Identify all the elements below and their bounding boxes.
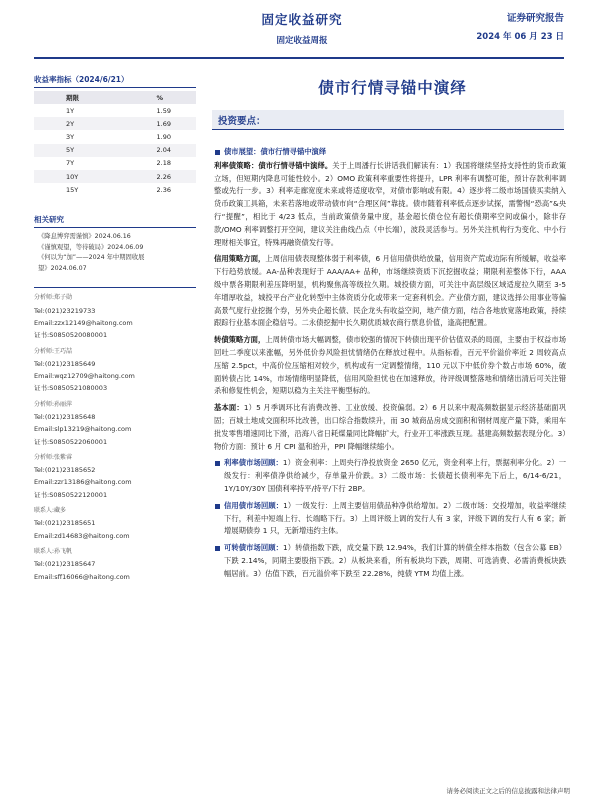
bullet-body: 1）资金利率：上周央行净投放资金 2650 亿元，资金利率上行，票据利率分化。2）一级发行：利率债净供给减少，存单量升价跌。3）二级市场：长债超长债利率先下后上，6/14-6/21，1Y/10Y/30Y 国债利率持平/持平/下行 2BP。 [224,458,566,493]
analyst-block [34,452,196,501]
bullet-lead: 利率债市场回顾： [224,458,283,468]
yield-header-row [34,91,196,104]
analyst-block [34,292,196,341]
analyst-cert: 证书:S0850521080003 [34,384,108,393]
yield-term: 10Y [34,170,157,183]
related-title: 相关研究 [34,214,196,228]
analyst-title [34,286,196,288]
paragraph-convertible [214,334,566,398]
yield-term: 5Y [34,144,157,157]
related-item[interactable]: 望》2024.06.07 [38,264,87,272]
yield-row [34,104,196,117]
key-points-label: 投资要点： [218,116,266,127]
bullet-credit-review [214,500,566,538]
contact-name: 联系人:藏多 [34,507,67,515]
yield-row [34,170,196,183]
sidebar [34,74,196,583]
analyst-cert: 证书:S0850520080001 [34,331,108,340]
paragraph-lead: 信用策略方面， [214,254,266,264]
analyst-email[interactable]: Email:zzx12149@haitong.com [34,318,133,327]
yield-row [34,183,196,196]
yield-value: 2.04 [157,144,196,157]
page-header [0,0,600,62]
yield-header-value: % [157,91,196,104]
analyst-cert: 证书:S0850522120001 [34,490,108,499]
analyst-name: 分析师:王巧喆 [34,347,73,355]
paragraph-body: 1）5 月季调环比有消费改善、工业放缓、投资偏弱。2）6 月以来中观高频数据显示经济基础面巩固；百城土地成交面积环比改善，出口综合指数续升，而 30 城商品房成交面积和钢材周度产量下降，乘用车批发零售增速同比下滑，沿海八省日耗煤量同比降幅扩大，行业开工率涨跌互现。基建高频数据表现分化。3）物价方面：预计 6 月 CPI 温和抬升，PPI 降幅继续缩小。 [214,403,567,451]
bullet-lead: 可转债市场回顾： [224,543,283,553]
yield-row [34,117,196,130]
main-content [214,146,566,585]
yield-term: 15Y [66,185,79,194]
analyst-name: 分析师:孙丽萍 [34,400,73,408]
yield-value: 2.36 [156,185,172,194]
paragraph-body: 关于上周潘行长讲话我们解读有：1）我国将继续坚持支持性的货币政策立场，但短期内降息可能性较小。2）OMO 政策利率重要性将提升，LPR 利率有调整可能，预计存款利率调整或先行一步。3）利率走廊宽度未来或将适度收窄，对债市影响或有限。4）逐步将二级市场国债买卖纳入货币政策工具箱，未来若落地或带动债市向“合理区间”靠拢。债市随着利率低点逐步试探，需警惕“恐高”&央行“提醒”，相比于 4/23 低点，当前政策债务量中度，基金超长债仓位有超长债期率空间或偏小，除非存款/OMO 利率调整打开空间，建议关注曲线凸点（中长端），波段灵活参与。另外关注机构行为变化、中小行理财相关事宜，特殊再融资债发行等。 [214,160,566,247]
bullet-body: 1）一级发行：上周主要信用债品种净供给增加。2）二级市场：交投增加，收益率继续下行，利差中短端上行、长端略下行。3）上周评级上调的发行人有 3 家，评级下调的发行人有 6 家；新增展期债券 1 只，无新增违约主体。 [224,500,566,536]
analyst-block [34,346,196,395]
analyst-email[interactable]: Email:zzr13186@haitong.com [34,478,132,487]
report-type: 证券研究报告 [506,13,564,24]
analyst-tel: Tel:(021)23185652 [34,466,96,475]
header-right [476,10,564,42]
analyst-block [34,399,196,448]
analyst-tel: Tel:(021)23185649 [34,359,96,368]
report-date: 2024 年 06 月 23 日 [476,32,564,42]
report-title: 债市行情寻锚中演绎 [318,78,467,97]
yield-title: 收益率指标（2024/6/21） [34,74,196,88]
section-heading: 债市展望：债市行情寻锚中演绎 [214,146,566,159]
yield-value: 1.69 [157,117,196,130]
contact-block [34,505,196,542]
yield-value: 1.59 [156,106,172,115]
paragraph-body: 上周转债市场大幅调整，债市较强的情况下转债出现平价估值双杀的局面，主要由于权益市场回吐二季度以来涨幅，另外低价券风险担忧情绪仍在释放过程中。从指标看，百元平价溢价率近 2 周较高点压缩 2.5pct，中高价位压缩相对较少，机构或有一定调整情绪，110 元以下中低价券个数占市场 60%，破面转债占比 14%，市场情绪明显降低，信用风险担忧也在加速释放，待评级调整落地和情绪出清后可关注错杀和修复性机会，短期以稳为主关注平衡型标的。 [214,335,567,396]
analyst-tel: Tel:(021)23219733 [34,306,96,315]
related-item[interactable]: 《何以为“加”——2024 年中期固收展 [38,254,145,262]
analyst-email[interactable]: Email:slp13219@haitong.com [34,425,132,434]
header-subtitle: 固定收益周报 [276,36,328,46]
analyst-email[interactable]: Email:wqz12709@haitong.com [34,372,135,381]
related-item[interactable]: 《降息博弈需谨慎》2024.06.16 [38,233,131,241]
bullet-body: 1）转债指数下跌，成交量下跌 12.94%，我们计算的转债全样本指数（包含公募 EB）下跌 2.14%，同期主要股指下跌。2）从板块来看，所有板块均下跌，周期、可选消费、必需消费板块跌幅居前。3）估值下跌，百元溢价率下跌至 22.28%，纯债 YTM 均值上涨。 [224,543,567,578]
key-points-bar [212,110,564,130]
analyst-name: 分析师:张紫睿 [34,453,73,461]
paragraph-lead: 基本面： [214,403,244,413]
paragraph-lead: 利率债策略：债市行情寻锚中演绎。 [214,160,333,170]
yield-value: 1.90 [156,132,172,141]
yield-value: 2.26 [157,170,196,183]
header-left [234,10,370,46]
paragraph-lead: 转债策略方面， [214,335,266,345]
analyst-name: 分析师:郑子勋 [34,294,73,302]
contact-tel: Tel:(021)23185647 [34,560,96,569]
header-divider [34,57,564,59]
related-list [34,232,196,274]
yield-term: 1Y [66,106,75,115]
contact-email[interactable]: Email:zd14683@haitong.com [34,531,130,540]
yield-table [34,91,196,196]
paragraph-body: 上周信用债表现整体弱于利率债，6 月信用债供给放量，信用资产荒或边际有所缓解，收益率下行趋势放缓。AA-品种表现好于 AAA/AA+ 品种，市场继续资质下沉挖掘收益；期限利差整体下行，AAA 级中票各期限利差压降明显，机构聚焦高等级拉久期。城投债方面，可关注中高层级区域适度拉久期至 3-5 年增厚收益，城投平台产业化转型中主体资质分化或带来一定套利机会。产业债方面，建议选择公用事业等偏高景气度行业挖掘个券，另外央企超长债、民企龙头有收益空间，地产债方面，结合各地放宽落地政策，持续跟踪行业基本面企稳信号。二永债挖掘中长久期优质城农商行票息价值，逢高把配置。 [214,254,566,328]
bullet-rates-review [214,457,566,495]
contact-name: 联系人:孙飞帆 [34,547,73,555]
paragraph-fundamentals [214,402,566,453]
paragraph-credit [214,253,566,330]
related-item[interactable]: 《谨慎观望，等待破局》2024.06.09 [38,243,144,251]
contact-tel: Tel:(021)23185651 [34,519,96,528]
yield-row [34,130,196,143]
analyst-cert: 证书:S0850522060001 [34,437,108,446]
yield-term: 7Y [66,159,75,168]
yield-value: 2.18 [156,159,172,168]
yield-row [34,144,196,157]
header-title: 固定收益研究 [261,12,343,27]
yield-header-term: 期限 [34,91,157,104]
yield-term: 2Y [34,117,157,130]
yield-term: 3Y [66,132,75,141]
paragraph-rates [214,160,566,250]
analyst-tel: Tel:(021)23185648 [34,412,96,421]
contact-email[interactable]: Email:sff16066@haitong.com [34,572,130,581]
bullet-convertible-review [214,542,566,580]
bullet-lead: 信用债市场回顾： [224,500,284,510]
yield-row [34,157,196,170]
disclaimer-footer: 请务必阅读正文之后的信息披露和法律声明 [446,787,570,795]
contact-block [34,546,196,583]
